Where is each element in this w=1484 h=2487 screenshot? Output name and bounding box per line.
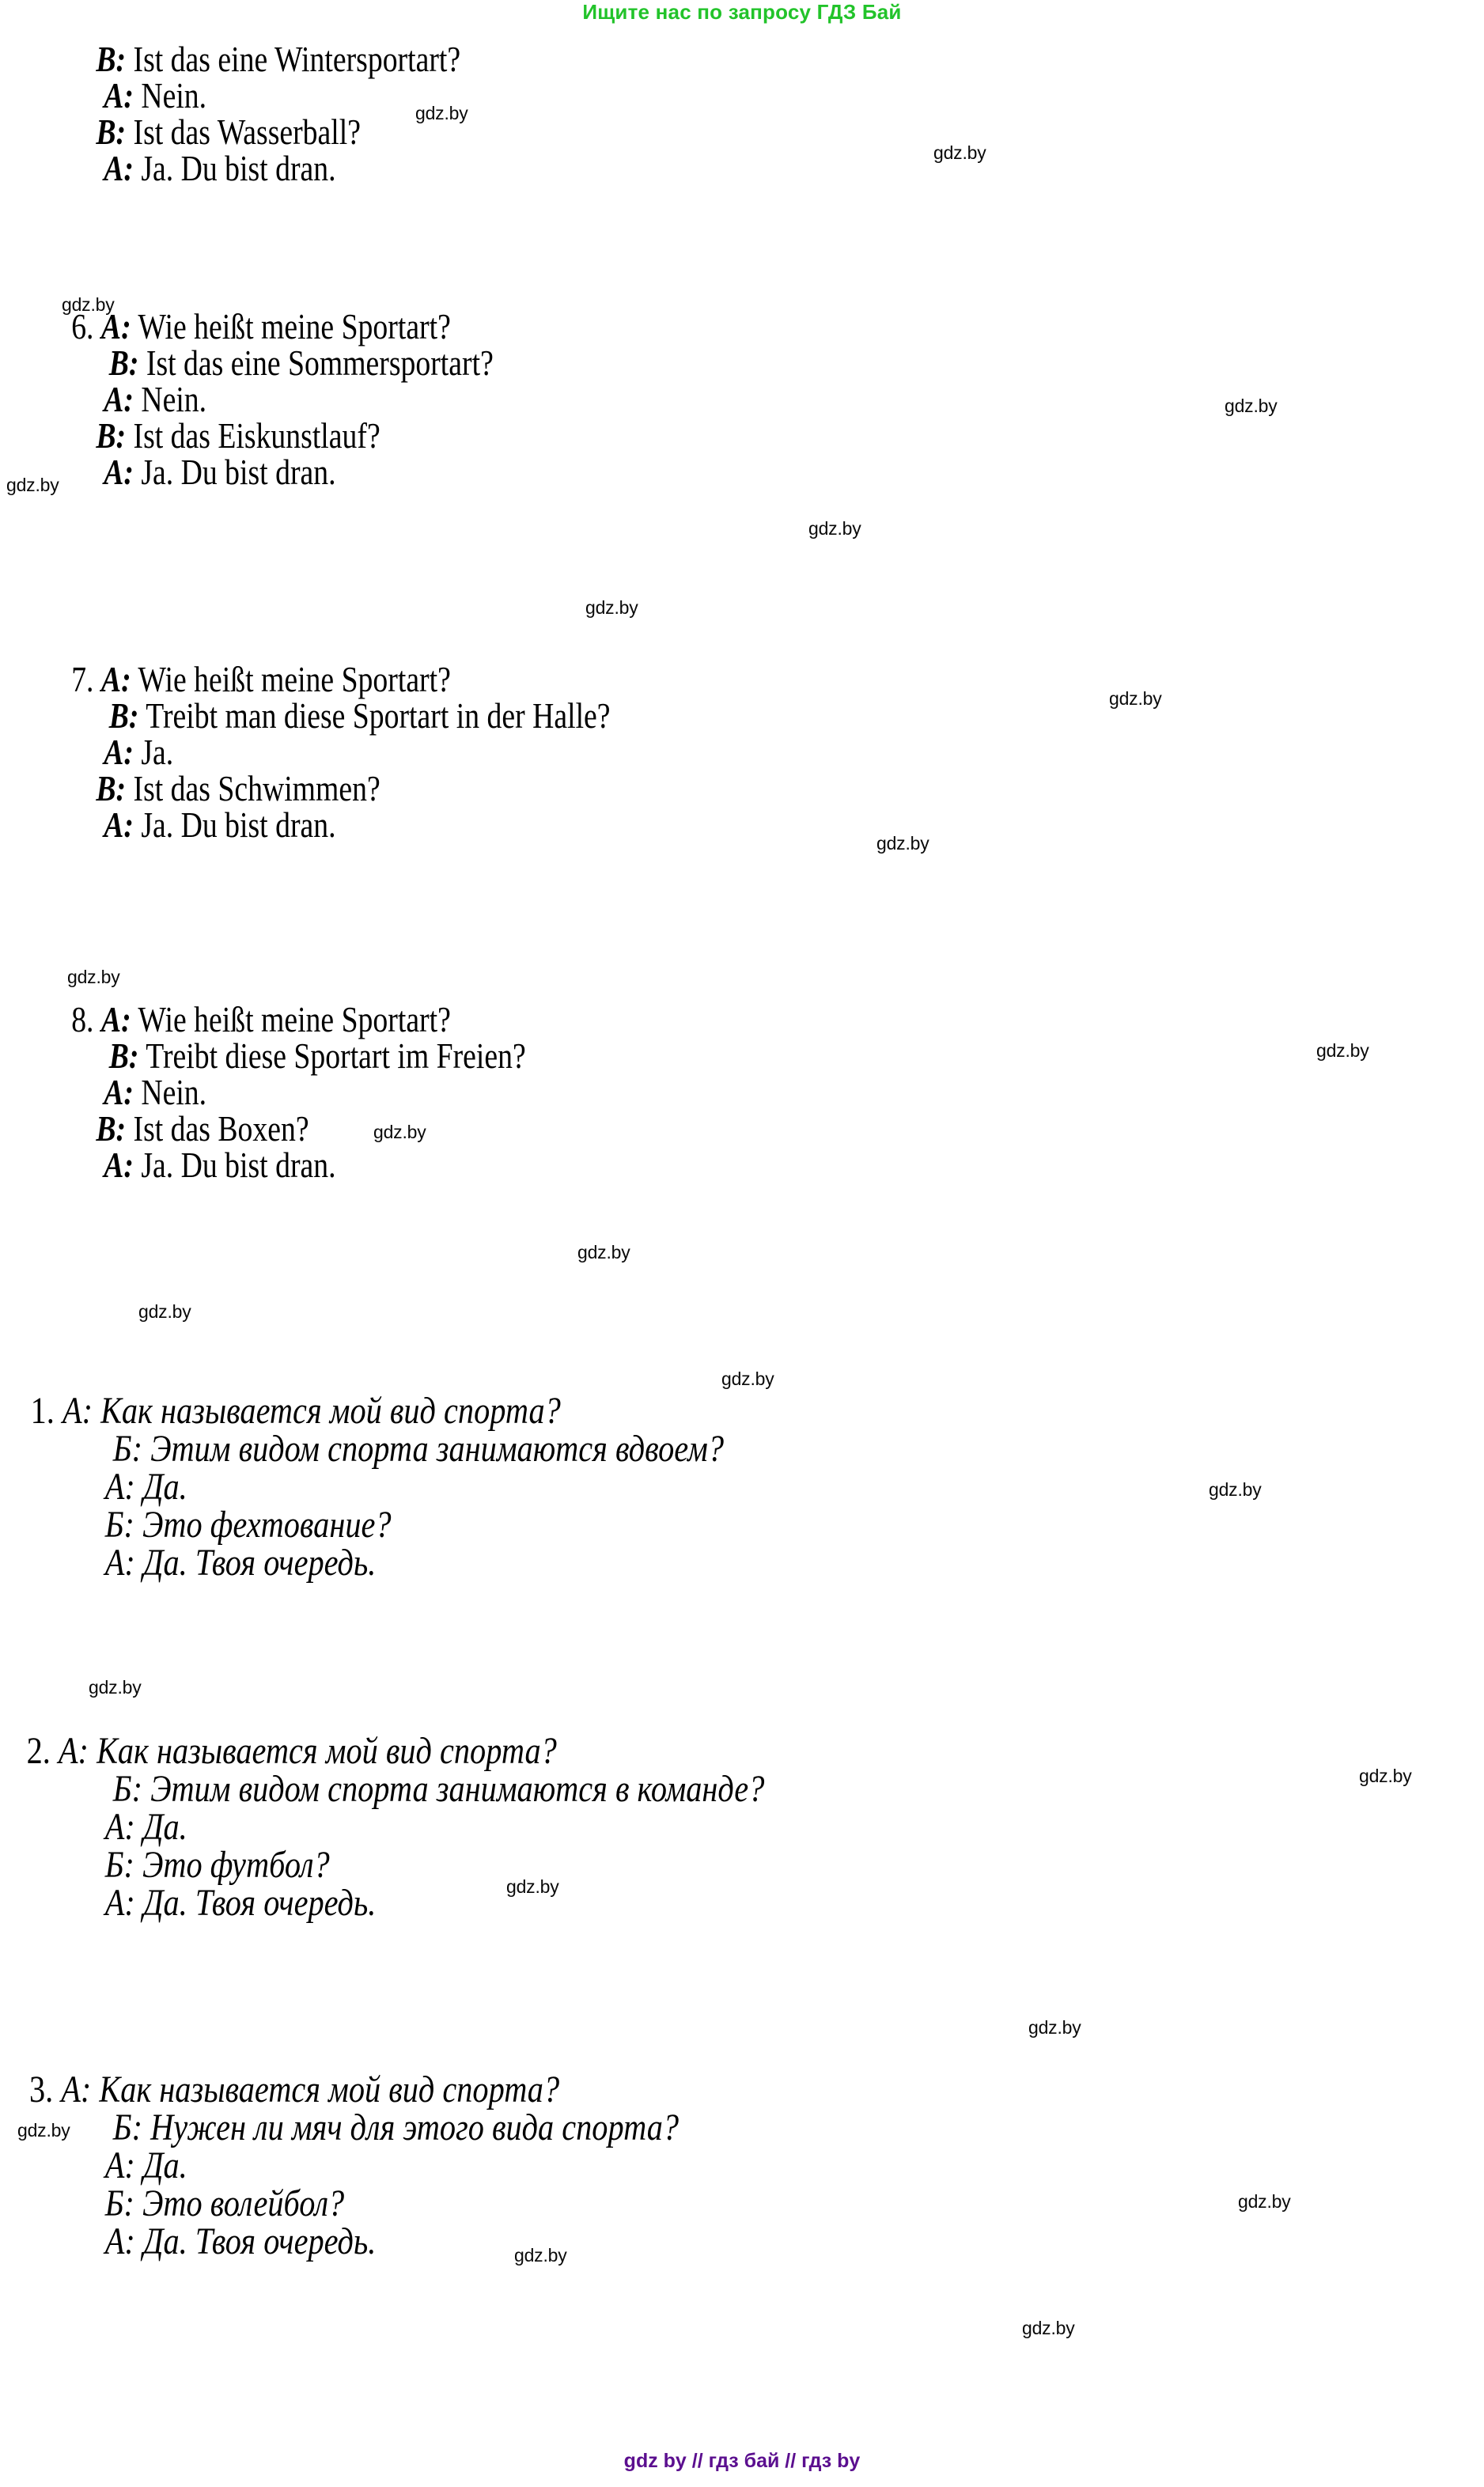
speaker-text: Да. (142, 2144, 187, 2186)
speaker-text: Этим видом спорта занимаются вдвоем? (150, 1428, 725, 1470)
speaker-label: А: (61, 2069, 92, 2110)
speaker-label: Б: (112, 2107, 143, 2148)
watermark-gdz: gdz.by (506, 1876, 559, 1897)
watermark-gdz: gdz.by (585, 597, 638, 618)
watermark-gdz: gdz.by (721, 1368, 774, 1389)
speaker-label: B: (96, 415, 127, 456)
watermark-gdz: gdz.by (138, 1301, 191, 1322)
speaker-text: Ist das Boxen? (133, 1108, 309, 1149)
speaker-text: Ja. (141, 732, 174, 772)
dialogue-line (0, 1846, 1247, 1884)
speaker-label: A: (104, 1145, 134, 1185)
dialogue-line (0, 454, 1217, 490)
speaker-text: Как называется мой вид спорта? (99, 2069, 560, 2110)
promo-footer: gdz by // гдз бай // гдз by (623, 2450, 861, 2472)
dialogue-line (0, 415, 1217, 456)
watermark-gdz: gdz.by (577, 1242, 630, 1262)
speaker-text: Wie heißt meine Sportart? (138, 306, 451, 346)
speaker-label: B: (96, 39, 127, 79)
speaker-label: A: (104, 379, 134, 419)
speaker-label: А: (104, 1542, 135, 1584)
speaker-label: B: (108, 1035, 139, 1076)
dialogue-line (0, 1884, 1247, 1922)
speaker-text: Ist das eine Wintersportart? (133, 39, 461, 79)
dialogue-line (0, 2071, 1247, 2109)
speaker-text: Ist das Wasserball? (133, 112, 361, 152)
dialogue-line (0, 2109, 1247, 2147)
watermark-gdz: gdz.by (67, 967, 120, 987)
watermark-gdz: gdz.by (933, 142, 986, 163)
dialogue-line (0, 1108, 1217, 1149)
dialogue-block-de-8 (0, 1001, 1484, 1183)
watermark-gdz: gdz.by (514, 2245, 567, 2266)
item-number: 7. (71, 659, 94, 699)
speaker-text: Ja. Du bist dran. (141, 148, 336, 188)
speaker-text: Нужен ли мяч для этого вида спорта? (150, 2107, 680, 2148)
dialogue-line (0, 2220, 1247, 2262)
speaker-label: Б: (104, 1844, 134, 1886)
speaker-text: Как называется мой вид спорта? (100, 1390, 561, 1432)
speaker-text: Это фехтование? (142, 1504, 392, 1546)
speaker-text: Да. (142, 1806, 187, 1848)
speaker-label: A: (104, 1072, 134, 1112)
speaker-label: А: (104, 1882, 135, 1924)
speaker-text: Да. (142, 1466, 187, 1508)
dialogue-line (0, 1001, 1217, 1038)
watermark-gdz: gdz.by (1316, 1040, 1369, 1061)
speaker-text: Nein. (141, 1072, 207, 1112)
speaker-text: Nein. (141, 379, 207, 419)
speaker-text: Это футбол? (142, 1844, 330, 1886)
speaker-label: А: (58, 1730, 89, 1772)
item-number: 3. (28, 2069, 54, 2110)
watermark-gdz: gdz.by (1225, 396, 1278, 416)
dialogue-line (0, 306, 1217, 346)
dialogue-line (0, 734, 1217, 770)
speaker-text: Wie heißt meine Sportart? (138, 659, 451, 699)
speaker-label: А: (104, 2220, 135, 2262)
dialogue-block-de-0 (0, 41, 1484, 187)
watermark-gdz: gdz.by (1028, 2017, 1081, 2038)
speaker-label: B: (96, 1108, 127, 1149)
dialogue-line (0, 1074, 1217, 1111)
speaker-label: Б: (112, 1428, 143, 1470)
speaker-label: A: (104, 804, 134, 845)
speaker-label: A: (104, 452, 134, 492)
speaker-text: Да. Твоя очередь. (142, 1542, 377, 1584)
dialogue-line (0, 1147, 1217, 1183)
dialogue-block-ru-2 (0, 1732, 1484, 1922)
dialogue-line (0, 2144, 1247, 2186)
speaker-label: A: (100, 659, 131, 699)
speaker-text: Да. Твоя очередь. (142, 1882, 377, 1924)
watermark-gdz: gdz.by (62, 294, 115, 315)
dialogue-block-ru-3 (0, 2071, 1484, 2261)
dialogue-line (0, 1808, 1247, 1846)
speaker-label: A: (104, 732, 134, 772)
speaker-text: Ja. Du bist dran. (141, 804, 336, 845)
speaker-label: B: (108, 343, 139, 383)
watermark-gdz: gdz.by (876, 833, 929, 854)
speaker-label: Б: (112, 1768, 143, 1810)
dialogue-line (0, 1732, 1247, 1770)
speaker-text: Ist das Schwimmen? (133, 768, 380, 808)
speaker-text: Ist das eine Sommersportart? (146, 343, 494, 383)
speaker-label: А: (104, 2144, 135, 2186)
speaker-label: A: (100, 306, 131, 346)
speaker-text: Ja. Du bist dran. (141, 452, 336, 492)
promo-header: Ищите нас по запросу ГДЗ Бай (582, 0, 902, 24)
dialogue-line (0, 150, 1217, 187)
speaker-text: Да. Твоя очередь. (142, 2220, 377, 2262)
speaker-label: А: (62, 1390, 93, 1432)
dialogue-line (0, 1544, 1247, 1582)
dialogue-line (0, 345, 1217, 381)
watermark-gdz: gdz.by (1238, 2191, 1291, 2212)
watermark-gdz: gdz.by (415, 103, 468, 123)
dialogue-line (0, 661, 1217, 698)
dialogue-line (0, 1770, 1247, 1808)
watermark-gdz: gdz.by (1359, 1766, 1412, 1786)
speaker-text: Ist das Eiskunstlauf? (133, 415, 380, 456)
watermark-gdz: gdz.by (373, 1122, 426, 1142)
speaker-label: B: (108, 695, 139, 736)
speaker-label: A: (104, 148, 134, 188)
dialogue-block-de-7 (0, 661, 1484, 843)
speaker-text: Treibt man diese Sportart in der Halle? (146, 695, 611, 736)
dialogue-line (0, 381, 1217, 418)
watermark-gdz: gdz.by (1022, 2318, 1075, 2338)
speaker-label: A: (100, 999, 131, 1039)
dialogue-line (0, 1468, 1247, 1506)
dialogue-line (0, 1506, 1247, 1544)
speaker-label: Б: (104, 2182, 134, 2224)
speaker-label: B: (96, 112, 127, 152)
watermark-gdz: gdz.by (17, 2120, 70, 2141)
item-number: 2. (26, 1730, 51, 1772)
watermark-gdz: gdz.by (808, 518, 861, 539)
watermark-gdz: gdz.by (89, 1677, 142, 1698)
dialogue-line (0, 1035, 1217, 1076)
speaker-text: Этим видом спорта занимаются в команде? (150, 1768, 765, 1810)
watermark-gdz: gdz.by (1209, 1479, 1262, 1500)
dialogue-line (0, 114, 1217, 150)
speaker-text: Wie heißt meine Sportart? (138, 999, 451, 1039)
dialogue-line (0, 2182, 1247, 2224)
speaker-label: B: (96, 768, 127, 808)
speaker-label: А: (104, 1806, 135, 1848)
watermark-gdz: gdz.by (1109, 688, 1162, 709)
item-number: 6. (71, 306, 94, 346)
dialogue-line (0, 1392, 1247, 1430)
speaker-text: Это волейбол? (142, 2182, 345, 2224)
speaker-text: Ja. Du bist dran. (141, 1145, 336, 1185)
item-number: 8. (71, 999, 94, 1039)
item-number: 1. (30, 1390, 55, 1432)
speaker-label: Б: (104, 1504, 134, 1546)
dialogue-line (0, 695, 1217, 736)
speaker-label: А: (104, 1466, 135, 1508)
dialogue-line (0, 41, 1217, 78)
speaker-text: Treibt diese Sportart im Freien? (146, 1035, 526, 1076)
speaker-text: Nein. (141, 75, 207, 115)
dialogue-line (0, 75, 1217, 115)
dialogue-line (0, 1430, 1247, 1468)
dialogue-line (0, 770, 1217, 807)
watermark-gdz: gdz.by (6, 475, 59, 495)
speaker-label: A: (104, 75, 134, 115)
speaker-text: Как называется мой вид спорта? (97, 1730, 557, 1772)
